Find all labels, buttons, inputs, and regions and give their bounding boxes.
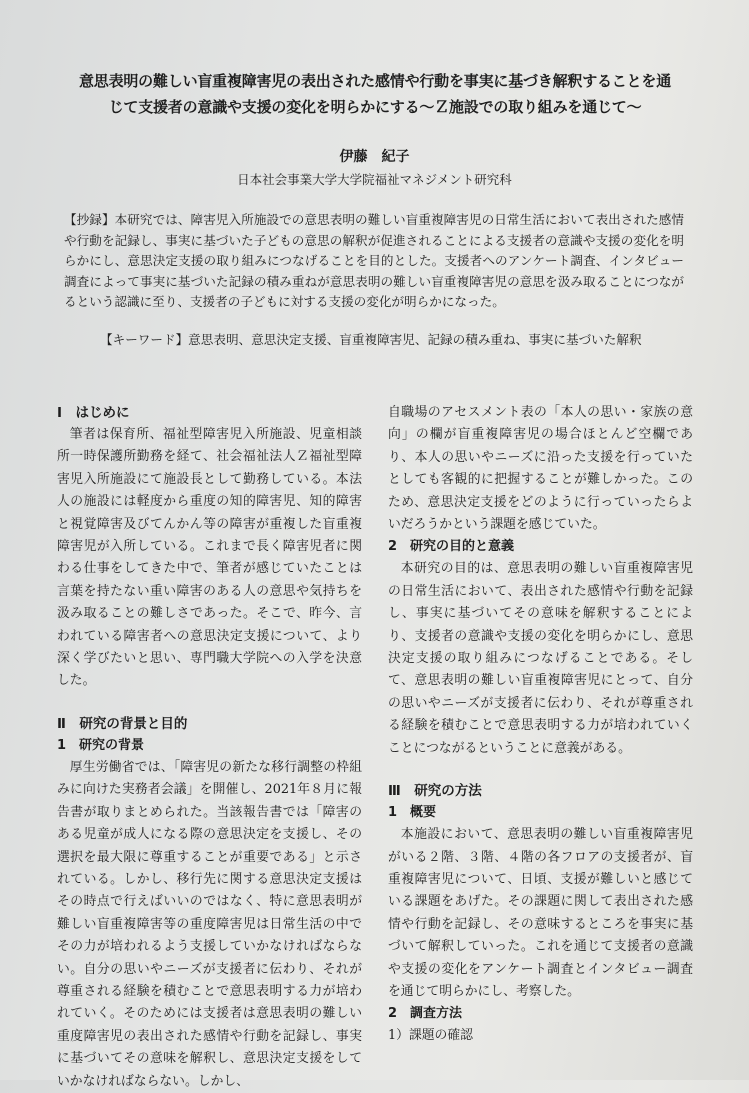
- list-item: 1）課題の確認: [388, 1028, 473, 1044]
- section-heading-background: Ⅱ 研究の背景と目的: [57, 715, 188, 732]
- section-heading-introduction: Ⅰ はじめに: [57, 405, 130, 421]
- left-column: [57, 402, 362, 1093]
- subsection-heading-purpose: 2 研究の目的と意義: [388, 539, 515, 555]
- body-paragraph: 自職場のアセスメント表の「本人の思い・家族の意向」の欄が盲重複障害児の場合ほとんど空欄であり、本人の思いやニーズに沿った支援を行っていたとしても客観的に把握することが難しかった。このため、意思決定支援をどのように行っていったらよいだろうかという課題を感じていた。: [388, 405, 693, 533]
- right-column: [388, 402, 693, 1048]
- body-paragraph: 筆者は保育所、福祉型障害児入所施設、児童相談所一時保護所勤務を経て、社会福祉法人Ｚ福祉型障害児入所施設にて施設長として勤務している。本法人の施設には軽度から重度の知的障害児、知的障害と視覚障害及びてんかん等の障害が重複した盲重複障害児が入所している。これまで長く障害児者に関わる仕事をしてきた中で、筆者が感じていたことは言葉を持たない重い障害のある人の意思や気持ちを汲み取ることの難しさであった。そこで、昨今、言われている障害者への意思決定支援について、より深く学びたいと思い、専門職大学院への入学を決意した。: [57, 427, 362, 689]
- section-heading-methods: Ⅲ 研究の方法: [388, 783, 482, 800]
- body-paragraph: 本研究の目的は、意思表明の難しい盲重複障害児の日常生活において、表出された感情や行動を記録し、事実に基づいてその意味を解釈することにより、支援者の意識や支援の変化を明らかにし、意思決定支援の取り組みにつなげることである。そして、意思表明の難しい盲重複障害児にとって、自分の思いやニーズが支援者に伝わり、それが尊重される経験を積むことで意思表明する力が培われていくことにつながるということに意義がある。: [388, 561, 693, 756]
- title-line-2: じて支援者の意識や支援の変化を明らかにする～Ｚ施設での取り組みを通じて～: [108, 98, 642, 116]
- title-line-1: 意思表明の難しい盲重複障害児の表出された感情や行動を事実に基づき解釈することを通: [78, 72, 671, 90]
- paper-title: [50, 68, 700, 120]
- subsection-heading-survey-method: 2 調査方法: [388, 1006, 463, 1022]
- author-name: 伊藤 紀子: [339, 149, 410, 165]
- subsection-heading-background: 1 研究の背景: [57, 737, 145, 753]
- body-paragraph: 本施設において、意思表明の難しい盲重複障害児がいる２階、３階、４階の各フロアの支援者が、盲重複障害児について、日頃、支援が難しいと感じている課題をあげた。その課題に関して表出された感情や行動を記録し、その意味するところを事実に基づいて解釈していった。これを通じて支援者の意識や支援の変化をアンケート調査とインタビュー調査を通じて明らかにし、考察した。: [388, 827, 693, 999]
- subsection-heading-overview: 1 概要: [388, 805, 437, 821]
- keywords: 【キーワード】意思表明、意思決定支援、盲重複障害児、記録の積み重ね、事実に基づいた解釈: [100, 332, 642, 347]
- body-paragraph: 厚生労働省では、「障害児の新たな移行調整の枠組みに向けた実務者会議」を開催し、2021年８月に報告書が取りまとめられた。当該報告書では「障害のある児童が成人になる際の意思決定を支援し、その選択を最大限に尊重することが重要である」と示されている。しかし、移行先に関する意思決定支援はその時点で行えばいいのではなく、特に意思表明が難しい盲重複障害等の重度障害児は日常生活の中でその力が培われるよう支援していかなければならない。自分の思いやニーズが支援者に伝わり、それが尊重される経験を積むことで意思表明する力が培われていく。そのためには支援者は意思表明の難しい重度障害児の表出された感情や行動を記録し、事実に基づいてその意味を解釈し、意思決定支援をしていかなければならない。しかし、: [57, 759, 362, 1089]
- abstract: 【抄録】本研究では、障害児入所施設での意思表明の難しい盲重複障害児の日常生活において表出された感情や行動を記録し、事実に基づいた子どもの意思の解釈が促進されることによる支援者の意識や支援の変化を明らかにし、意思決定支援の取り組みにつなげることを目的とした。支援者へのアンケート調査、インタビュー調査によって事実に基づいた記録の積み重ねが意思表明の難しい盲重複障害児の意思を汲み取ることにつながるという認識に至り、支援者の子どもに対する支援の変化が明らかになった。: [64, 212, 684, 309]
- author-affiliation: 日本社会事業大学大学院福祉マネジメント研究科: [237, 172, 512, 187]
